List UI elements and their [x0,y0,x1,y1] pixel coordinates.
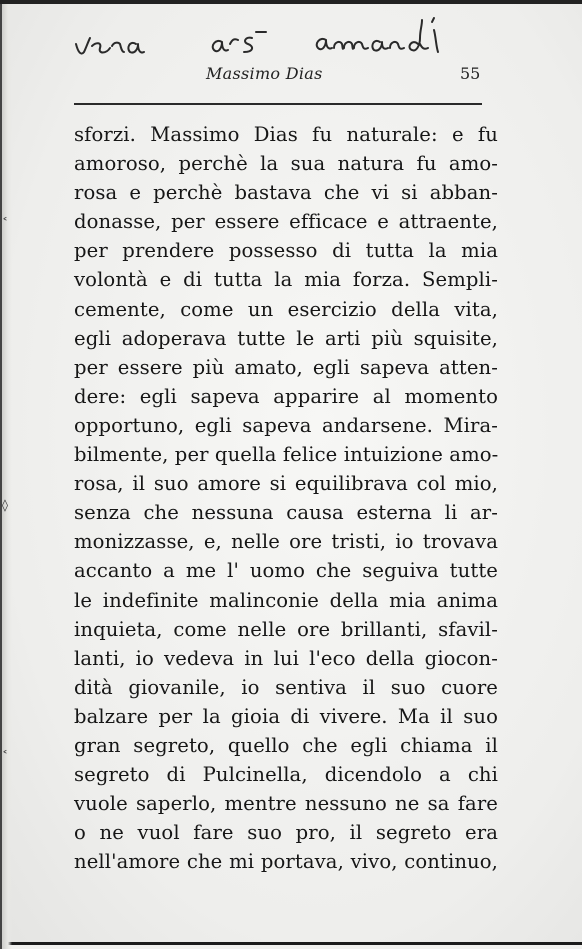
text-line: gran segreto, quello che egli chiama il [74,733,498,757]
binding-stitch-mark: ◊ [2,498,8,512]
text-line: cemente, come un esercizio della vita, [74,297,498,321]
text-line: vuole saperlo, mentre nessuno ne sa fare [74,792,498,816]
text-line: volontà e di tutta la mia forza. Sempli- [74,268,498,292]
text-line: per essere più amato, egli sapeva atten- [74,355,498,379]
text-line: balzare per la gioia di vivere. Ma il suo [74,704,498,728]
text-line: amoroso, perchè la sua natura fu amo- [74,152,498,176]
text-line: monizzasse, e, nelle ore tristi, io trovava [74,530,498,554]
page-number: 55 [460,64,481,83]
text-line: segreto di Pulcinella, dicendolo a chi [74,763,498,787]
binding-stitch-mark: ˂ [2,216,8,230]
page-binding-edge [0,4,12,949]
text-line: senza che nessuna causa esterna li ar- [74,501,498,525]
text-line: dere: egli sapeva apparire al momento [74,384,498,408]
text-line: egli adoperava tutte le arti più squisite, [74,326,498,350]
body-text [74,120,498,876]
text-line: per prendere possesso di tutta la mia [74,239,498,263]
text-line: donasse, per essere efficace e attraente, [74,210,498,234]
text-line: rosa e perchè bastava che vi si abban- [74,181,498,205]
text-line: opportuno, egli sapeva andarsene. Mira- [74,413,498,437]
text-line: sforzi. Massimo Dias fu naturale: e fu [74,123,498,146]
running-title: Massimo Dias [206,64,323,83]
text-line: accanto a me l' uomo che seguiva tutte [74,559,498,583]
binding-stitch-mark: ˂ [2,749,8,763]
text-line: le indefinite malinconie della mia anima [74,588,498,612]
header-rule [74,103,482,105]
handwritten-annotation [70,8,490,64]
text-line: bilmente, per quella felice intuizione amo- [74,443,499,467]
text-line: lanti, io vedeva in lui l'eco della giocon- [74,646,498,670]
text-line: dità giovanile, io sentiva il suo cuore [74,675,498,699]
text-line: rosa, il suo amore si equilibrava col mio, [74,472,498,496]
text-line: o ne vuol fare suo pro, il segreto era [74,821,498,845]
text-line: inquieta, come nelle ore brillanti, sfavil- [74,617,498,641]
running-header [0,64,582,90]
text-line: nell'amore che mi portava, vivo, continuo, [74,850,498,874]
